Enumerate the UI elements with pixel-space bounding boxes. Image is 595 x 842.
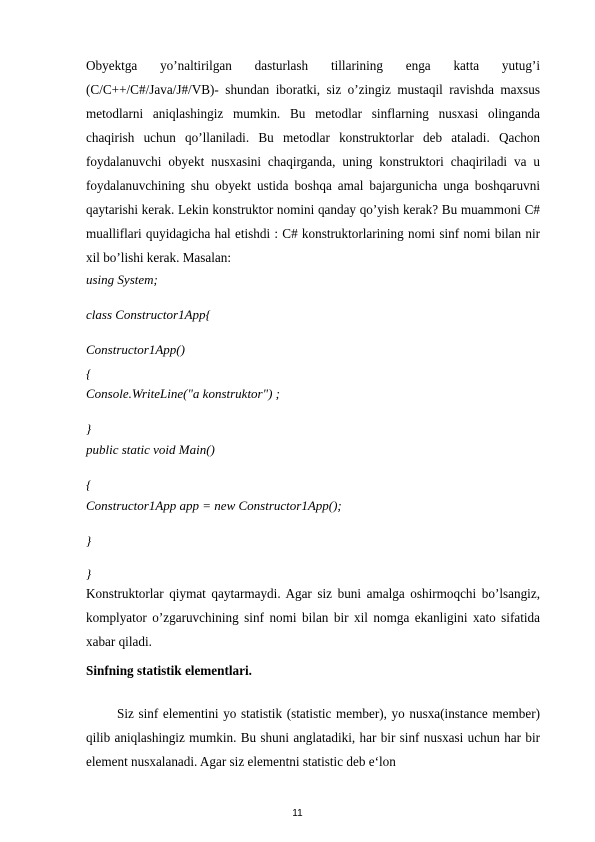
page-number: 11	[292, 808, 303, 819]
code-line-7: public static void Main()	[86, 442, 215, 457]
code-line-4: {	[86, 366, 92, 381]
code-line-3: Constructor1App()	[86, 342, 185, 357]
code-line-5: Console.WriteLine("a konstruktor") ;	[86, 386, 280, 401]
after-code-paragraph: Konstruktorlar qiymat qaytarmaydi. Agar siz buni amalga oshirmoqchi bo’lsangiz, komplyator o’zgaruvchining sinf nomi bilan bir xil nomga ekanligini xato sifatida xabar qiladi.	[86, 586, 540, 649]
code-line-1: using System;	[86, 272, 158, 287]
code-line-6: }	[86, 421, 92, 436]
section-paragraph: Siz sinf elementini yo statistik (statistic member), yo nusxa(instance member) qilib aniqlashingiz mumkin. Bu shuni anglatadiki, har bir sinf nusxasi uchun har bir element nusxalanadi. Agar siz elementni statistic deb e‘lon	[86, 706, 540, 769]
code-line-2: class Constructor1App{	[86, 307, 211, 322]
code-line-8: {	[86, 477, 92, 492]
code-line-11: }	[86, 566, 92, 581]
section-heading: Sinfning statistik elementlari.	[86, 663, 252, 678]
code-line-9: Constructor1App app = new Constructor1App();	[86, 498, 342, 513]
code-line-10: }	[86, 533, 92, 548]
intro-paragraph: Obyektga yo’naltirilgan dasturlash tillarining enga katta yutug’i (C/C++/C#/Java/J#/VB)- shundan iboratki, siz o’zingiz mustaqil ravishda maxsus metodlarni aniqlashingiz mumkin. Bu metodlar sinflarning nusxasi olinganda chaqirish uchun qo’llaniladi. Bu metodlar konstruktorlar deb ataladi. Qachon foydalanuvchi obyekt nusxasini chaqirganda, uning konstruktori chaqiriladi va u foydalanuvchining shu obyekt ustida boshqa amal bajargunicha unga boshqaruvni qaytarishi kerak. Lekin konstruktor nomini qanday qo’yish kerak? Bu muammoni C# mualliflari quyidagicha hal etishdi : C# konstruktorlarining nomi sinf nomi bilan nir xil bo’lishi kerak. Masalan:	[86, 58, 540, 265]
